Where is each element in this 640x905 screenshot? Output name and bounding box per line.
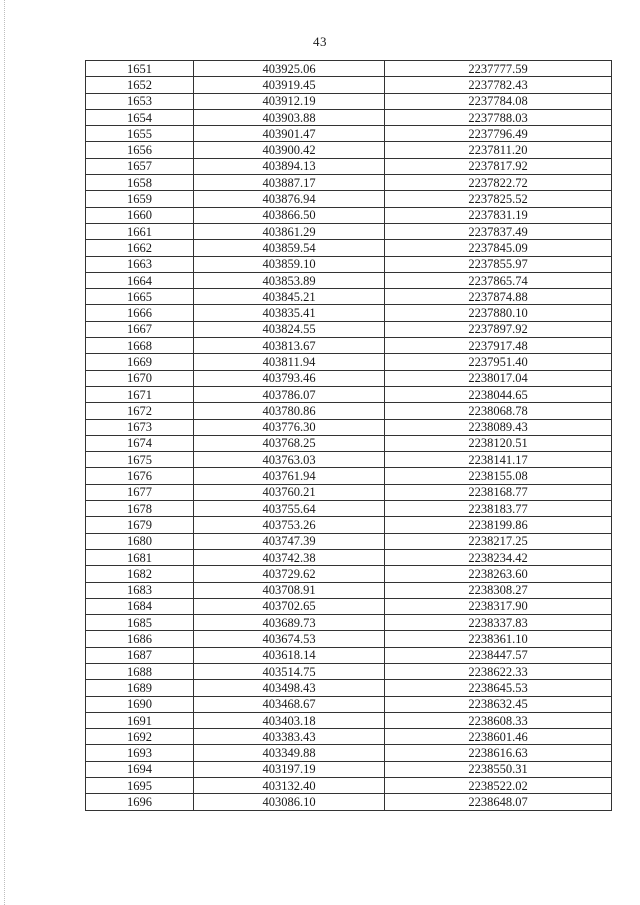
- table-row: [86, 142, 612, 158]
- point-number-cell: 1662: [86, 240, 194, 256]
- point-number-cell: 1683: [86, 582, 194, 598]
- y-coordinate-cell: 2237817.92: [385, 158, 612, 174]
- y-coordinate-cell: 2238141.17: [385, 452, 612, 468]
- point-number-cell: 1652: [86, 77, 194, 93]
- point-number-cell: 1682: [86, 566, 194, 582]
- point-number-cell: 1655: [86, 126, 194, 142]
- x-coordinate-cell: 403761.94: [194, 468, 385, 484]
- x-coordinate-cell: 403866.50: [194, 207, 385, 223]
- table-row: [86, 745, 612, 761]
- table-row: [86, 452, 612, 468]
- y-coordinate-cell: 2238068.78: [385, 403, 612, 419]
- point-number-cell: 1673: [86, 419, 194, 435]
- point-number-cell: 1677: [86, 484, 194, 500]
- table-row: [86, 794, 612, 810]
- y-coordinate-cell: 2237831.19: [385, 207, 612, 223]
- x-coordinate-cell: 403468.67: [194, 696, 385, 712]
- table-row: [86, 77, 612, 93]
- y-coordinate-cell: 2238632.45: [385, 696, 612, 712]
- y-coordinate-cell: 2238044.65: [385, 386, 612, 402]
- y-coordinate-cell: 2237811.20: [385, 142, 612, 158]
- point-number-cell: 1681: [86, 549, 194, 565]
- y-coordinate-cell: 2238199.86: [385, 517, 612, 533]
- x-coordinate-cell: 403811.94: [194, 354, 385, 370]
- table-row: [86, 158, 612, 174]
- point-number-cell: 1689: [86, 680, 194, 696]
- point-number-cell: 1694: [86, 761, 194, 777]
- table-row: [86, 484, 612, 500]
- table-row: [86, 598, 612, 614]
- x-coordinate-cell: 403674.53: [194, 631, 385, 647]
- y-coordinate-cell: 2237874.88: [385, 289, 612, 305]
- x-coordinate-cell: 403903.88: [194, 109, 385, 125]
- point-number-cell: 1656: [86, 142, 194, 158]
- y-coordinate-cell: 2238183.77: [385, 501, 612, 517]
- point-number-cell: 1674: [86, 435, 194, 451]
- point-number-cell: 1667: [86, 321, 194, 337]
- point-number-cell: 1687: [86, 647, 194, 663]
- point-number-cell: 1693: [86, 745, 194, 761]
- y-coordinate-cell: 2238608.33: [385, 712, 612, 728]
- y-coordinate-cell: 2238622.33: [385, 663, 612, 679]
- point-number-cell: 1663: [86, 256, 194, 272]
- y-coordinate-cell: 2238308.27: [385, 582, 612, 598]
- scan-edge-marks: [4, 0, 6, 905]
- point-number-cell: 1669: [86, 354, 194, 370]
- x-coordinate-cell: 403824.55: [194, 321, 385, 337]
- table-row: [86, 680, 612, 696]
- x-coordinate-cell: 403349.88: [194, 745, 385, 761]
- y-coordinate-cell: 2238317.90: [385, 598, 612, 614]
- point-number-cell: 1690: [86, 696, 194, 712]
- x-coordinate-cell: 403894.13: [194, 158, 385, 174]
- y-coordinate-cell: 2237837.49: [385, 223, 612, 239]
- point-number-cell: 1657: [86, 158, 194, 174]
- y-coordinate-cell: 2237825.52: [385, 191, 612, 207]
- table-row: [86, 370, 612, 386]
- table-row: [86, 468, 612, 484]
- table-row: [86, 93, 612, 109]
- y-coordinate-cell: 2237796.49: [385, 126, 612, 142]
- point-number-cell: 1675: [86, 452, 194, 468]
- x-coordinate-cell: 403845.21: [194, 289, 385, 305]
- x-coordinate-cell: 403132.40: [194, 778, 385, 794]
- table-row: [86, 582, 612, 598]
- table-row: [86, 615, 612, 631]
- x-coordinate-cell: 403708.91: [194, 582, 385, 598]
- table-row: [86, 354, 612, 370]
- x-coordinate-cell: 403925.06: [194, 61, 385, 77]
- table-row: [86, 435, 612, 451]
- table-row: [86, 386, 612, 402]
- point-number-cell: 1678: [86, 501, 194, 517]
- y-coordinate-cell: 2238089.43: [385, 419, 612, 435]
- table-row: [86, 696, 612, 712]
- x-coordinate-cell: 403729.62: [194, 566, 385, 582]
- point-number-cell: 1651: [86, 61, 194, 77]
- table-row: [86, 240, 612, 256]
- x-coordinate-cell: 403912.19: [194, 93, 385, 109]
- table-row: [86, 419, 612, 435]
- page-number: 43: [313, 34, 327, 49]
- point-number-cell: 1664: [86, 272, 194, 288]
- x-coordinate-cell: 403760.21: [194, 484, 385, 500]
- y-coordinate-cell: 2238648.07: [385, 794, 612, 810]
- y-coordinate-cell: 2238017.04: [385, 370, 612, 386]
- y-coordinate-cell: 2238217.25: [385, 533, 612, 549]
- point-number-cell: 1680: [86, 533, 194, 549]
- x-coordinate-cell: 403197.19: [194, 761, 385, 777]
- x-coordinate-cell: 403861.29: [194, 223, 385, 239]
- table-row: [86, 321, 612, 337]
- y-coordinate-cell: 2238168.77: [385, 484, 612, 500]
- table-row: [86, 778, 612, 794]
- table-row: [86, 338, 612, 354]
- x-coordinate-cell: 403753.26: [194, 517, 385, 533]
- point-number-cell: 1659: [86, 191, 194, 207]
- table-row: [86, 256, 612, 272]
- point-number-cell: 1688: [86, 663, 194, 679]
- x-coordinate-cell: 403853.89: [194, 272, 385, 288]
- table-row: [86, 223, 612, 239]
- y-coordinate-cell: 2237917.48: [385, 338, 612, 354]
- table-row: [86, 647, 612, 663]
- y-coordinate-cell: 2238601.46: [385, 729, 612, 745]
- x-coordinate-cell: 403786.07: [194, 386, 385, 402]
- y-coordinate-cell: 2238522.02: [385, 778, 612, 794]
- table-row: [86, 533, 612, 549]
- point-number-cell: 1661: [86, 223, 194, 239]
- y-coordinate-cell: 2238645.53: [385, 680, 612, 696]
- x-coordinate-cell: 403742.38: [194, 549, 385, 565]
- table-row: [86, 272, 612, 288]
- x-coordinate-cell: 403768.25: [194, 435, 385, 451]
- y-coordinate-cell: 2237951.40: [385, 354, 612, 370]
- table-row: [86, 729, 612, 745]
- y-coordinate-cell: 2237777.59: [385, 61, 612, 77]
- y-coordinate-cell: 2238616.63: [385, 745, 612, 761]
- table-row: [86, 109, 612, 125]
- y-coordinate-cell: 2238120.51: [385, 435, 612, 451]
- table-row: [86, 566, 612, 582]
- point-number-cell: 1691: [86, 712, 194, 728]
- coordinate-table: [85, 60, 612, 811]
- y-coordinate-cell: 2237865.74: [385, 272, 612, 288]
- y-coordinate-cell: 2237788.03: [385, 109, 612, 125]
- table-row: [86, 175, 612, 191]
- point-number-cell: 1685: [86, 615, 194, 631]
- x-coordinate-cell: 403859.54: [194, 240, 385, 256]
- x-coordinate-cell: 403618.14: [194, 647, 385, 663]
- x-coordinate-cell: 403835.41: [194, 305, 385, 321]
- x-coordinate-cell: 403780.86: [194, 403, 385, 419]
- point-number-cell: 1653: [86, 93, 194, 109]
- point-number-cell: 1684: [86, 598, 194, 614]
- table-row: [86, 549, 612, 565]
- y-coordinate-cell: 2238263.60: [385, 566, 612, 582]
- coordinate-table-body: [86, 61, 612, 811]
- x-coordinate-cell: 403403.18: [194, 712, 385, 728]
- x-coordinate-cell: 403901.47: [194, 126, 385, 142]
- x-coordinate-cell: 403702.65: [194, 598, 385, 614]
- y-coordinate-cell: 2237822.72: [385, 175, 612, 191]
- x-coordinate-cell: 403876.94: [194, 191, 385, 207]
- point-number-cell: 1672: [86, 403, 194, 419]
- point-number-cell: 1671: [86, 386, 194, 402]
- table-row: [86, 501, 612, 517]
- y-coordinate-cell: 2237782.43: [385, 77, 612, 93]
- y-coordinate-cell: 2237880.10: [385, 305, 612, 321]
- table-row: [86, 712, 612, 728]
- x-coordinate-cell: 403514.75: [194, 663, 385, 679]
- point-number-cell: 1686: [86, 631, 194, 647]
- y-coordinate-cell: 2237897.92: [385, 321, 612, 337]
- point-number-cell: 1665: [86, 289, 194, 305]
- point-number-cell: 1670: [86, 370, 194, 386]
- table-row: [86, 305, 612, 321]
- x-coordinate-cell: 403900.42: [194, 142, 385, 158]
- table-row: [86, 631, 612, 647]
- x-coordinate-cell: 403747.39: [194, 533, 385, 549]
- y-coordinate-cell: 2238361.10: [385, 631, 612, 647]
- y-coordinate-cell: 2238550.31: [385, 761, 612, 777]
- table-row: [86, 761, 612, 777]
- point-number-cell: 1668: [86, 338, 194, 354]
- x-coordinate-cell: 403813.67: [194, 338, 385, 354]
- point-number-cell: 1676: [86, 468, 194, 484]
- y-coordinate-cell: 2238234.42: [385, 549, 612, 565]
- table-row: [86, 207, 612, 223]
- x-coordinate-cell: 403887.17: [194, 175, 385, 191]
- x-coordinate-cell: 403086.10: [194, 794, 385, 810]
- x-coordinate-cell: 403859.10: [194, 256, 385, 272]
- point-number-cell: 1666: [86, 305, 194, 321]
- point-number-cell: 1695: [86, 778, 194, 794]
- x-coordinate-cell: 403919.45: [194, 77, 385, 93]
- table-row: [86, 191, 612, 207]
- x-coordinate-cell: 403689.73: [194, 615, 385, 631]
- y-coordinate-cell: 2237845.09: [385, 240, 612, 256]
- y-coordinate-cell: 2237855.97: [385, 256, 612, 272]
- table-row: [86, 403, 612, 419]
- y-coordinate-cell: 2238155.08: [385, 468, 612, 484]
- x-coordinate-cell: 403763.03: [194, 452, 385, 468]
- y-coordinate-cell: 2238337.83: [385, 615, 612, 631]
- point-number-cell: 1692: [86, 729, 194, 745]
- point-number-cell: 1679: [86, 517, 194, 533]
- x-coordinate-cell: 403776.30: [194, 419, 385, 435]
- y-coordinate-cell: 2238447.57: [385, 647, 612, 663]
- point-number-cell: 1658: [86, 175, 194, 191]
- point-number-cell: 1654: [86, 109, 194, 125]
- table-row: [86, 517, 612, 533]
- table-row: [86, 289, 612, 305]
- table-row: [86, 126, 612, 142]
- point-number-cell: 1696: [86, 794, 194, 810]
- point-number-cell: 1660: [86, 207, 194, 223]
- x-coordinate-cell: 403793.46: [194, 370, 385, 386]
- table-row: [86, 61, 612, 77]
- y-coordinate-cell: 2237784.08: [385, 93, 612, 109]
- x-coordinate-cell: 403498.43: [194, 680, 385, 696]
- x-coordinate-cell: 403383.43: [194, 729, 385, 745]
- x-coordinate-cell: 403755.64: [194, 501, 385, 517]
- table-row: [86, 663, 612, 679]
